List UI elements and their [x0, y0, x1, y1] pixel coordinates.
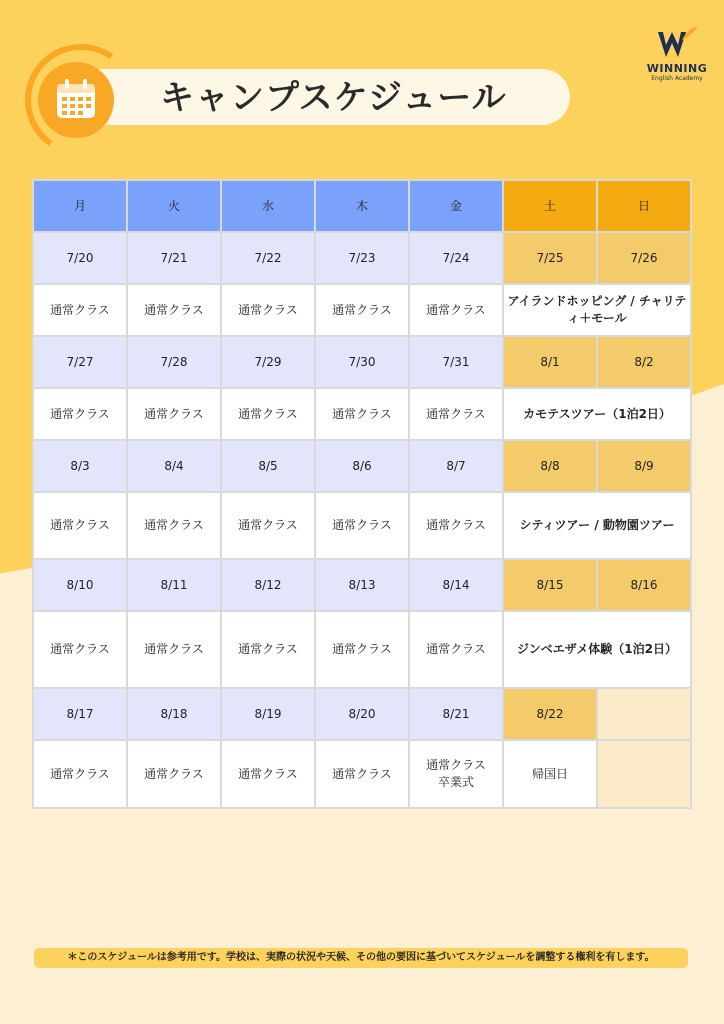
- date-cell: 7/27: [33, 336, 127, 388]
- date-cell: 8/14: [409, 559, 503, 611]
- logo: [642, 26, 712, 83]
- class-cell: 通常クラス: [221, 284, 315, 336]
- date-cell: 7/29: [221, 336, 315, 388]
- date-cell: 7/22: [221, 232, 315, 284]
- class-cell: 通常クラス: [127, 284, 221, 336]
- class-cell: 通常クラス: [409, 492, 503, 559]
- day-header-tue: 火: [127, 180, 221, 232]
- class-cell: 通常クラス: [127, 740, 221, 808]
- date-cell: 8/3: [33, 440, 127, 492]
- activity-row: [33, 740, 691, 808]
- date-cell: 8/6: [315, 440, 409, 492]
- class-cell: 通常クラス: [315, 284, 409, 336]
- class-cell: 通常クラス: [33, 492, 127, 559]
- class-cell: 通常クラス: [221, 611, 315, 688]
- date-cell: 8/4: [127, 440, 221, 492]
- date-row: [33, 232, 691, 284]
- date-cell: 8/10: [33, 559, 127, 611]
- empty-cell: [597, 688, 691, 740]
- date-cell: 8/5: [221, 440, 315, 492]
- activity-row: [33, 611, 691, 688]
- weekend-event-cell: カモテスツアー（1泊2日）: [503, 388, 691, 440]
- weekend-event-cell: ジンベエザメ体験（1泊2日）: [503, 611, 691, 688]
- date-cell: 8/9: [597, 440, 691, 492]
- class-cell: 通常クラス: [315, 492, 409, 559]
- date-cell: 7/26: [597, 232, 691, 284]
- graduation-cell: [409, 740, 503, 808]
- class-cell: 通常クラス: [409, 284, 503, 336]
- date-cell: 8/18: [127, 688, 221, 740]
- logo-subtitle: English Academy: [651, 75, 703, 82]
- logo-name: WINNING: [646, 62, 708, 75]
- class-cell: 通常クラス: [127, 492, 221, 559]
- day-header-wed: 水: [221, 180, 315, 232]
- date-cell: 8/16: [597, 559, 691, 611]
- class-cell: 通常クラス: [221, 740, 315, 808]
- date-cell: 8/1: [503, 336, 597, 388]
- class-cell: 通常クラス: [33, 284, 127, 336]
- graduation-label: 卒業式: [437, 775, 474, 789]
- day-header-fri: 金: [409, 180, 503, 232]
- date-cell: 8/19: [221, 688, 315, 740]
- page-title: キャンプスケジュール: [160, 78, 507, 118]
- date-row: [33, 559, 691, 611]
- class-cell: 通常クラス: [127, 611, 221, 688]
- date-cell: 7/25: [503, 232, 597, 284]
- class-cell: 通常クラス: [127, 388, 221, 440]
- class-label: 通常クラス: [426, 758, 486, 772]
- date-cell: 7/23: [315, 232, 409, 284]
- date-cell: 8/11: [127, 559, 221, 611]
- date-row: [33, 336, 691, 388]
- activity-row: [33, 388, 691, 440]
- date-cell: 8/2: [597, 336, 691, 388]
- date-cell: 7/20: [33, 232, 127, 284]
- weekend-event-cell: シティツアー / 動物園ツアー: [503, 492, 691, 559]
- date-cell: 8/17: [33, 688, 127, 740]
- schedule-table: [32, 179, 692, 809]
- date-cell: 8/20: [315, 688, 409, 740]
- date-row: [33, 688, 691, 740]
- departure-cell: 帰国日: [503, 740, 597, 808]
- class-cell: 通常クラス: [315, 388, 409, 440]
- winning-logo-icon: [655, 26, 699, 62]
- date-cell: 8/7: [409, 440, 503, 492]
- calendar-icon: [38, 62, 114, 138]
- day-header-row: [33, 180, 691, 232]
- date-cell: 8/8: [503, 440, 597, 492]
- date-row: [33, 440, 691, 492]
- date-cell: 7/24: [409, 232, 503, 284]
- class-cell: 通常クラス: [33, 388, 127, 440]
- date-cell: 7/31: [409, 336, 503, 388]
- date-cell: 7/28: [127, 336, 221, 388]
- disclaimer-note: ＊このスケジュールは参考用です。学校は、実際の状況や天候、その他の要因に基づいてスケジュールを調整する権利を有します。: [34, 948, 688, 968]
- class-cell: 通常クラス: [315, 740, 409, 808]
- date-cell: 8/12: [221, 559, 315, 611]
- day-header-mon: 月: [33, 180, 127, 232]
- weekend-event-cell: アイランドホッピング / チャリティ＋モール: [503, 284, 691, 336]
- day-header-sat: 土: [503, 180, 597, 232]
- class-cell: 通常クラス: [409, 611, 503, 688]
- day-header-thu: 木: [315, 180, 409, 232]
- class-cell: 通常クラス: [221, 388, 315, 440]
- date-cell: 8/13: [315, 559, 409, 611]
- activity-row: [33, 284, 691, 336]
- activity-row: [33, 492, 691, 559]
- day-header-sun: 日: [597, 180, 691, 232]
- date-cell: 8/22: [503, 688, 597, 740]
- date-cell: 7/30: [315, 336, 409, 388]
- date-cell: 8/15: [503, 559, 597, 611]
- class-cell: 通常クラス: [409, 388, 503, 440]
- class-cell: 通常クラス: [33, 611, 127, 688]
- date-cell: 8/21: [409, 688, 503, 740]
- date-cell: 7/21: [127, 232, 221, 284]
- class-cell: 通常クラス: [33, 740, 127, 808]
- empty-cell: [597, 740, 691, 808]
- class-cell: 通常クラス: [315, 611, 409, 688]
- class-cell: 通常クラス: [221, 492, 315, 559]
